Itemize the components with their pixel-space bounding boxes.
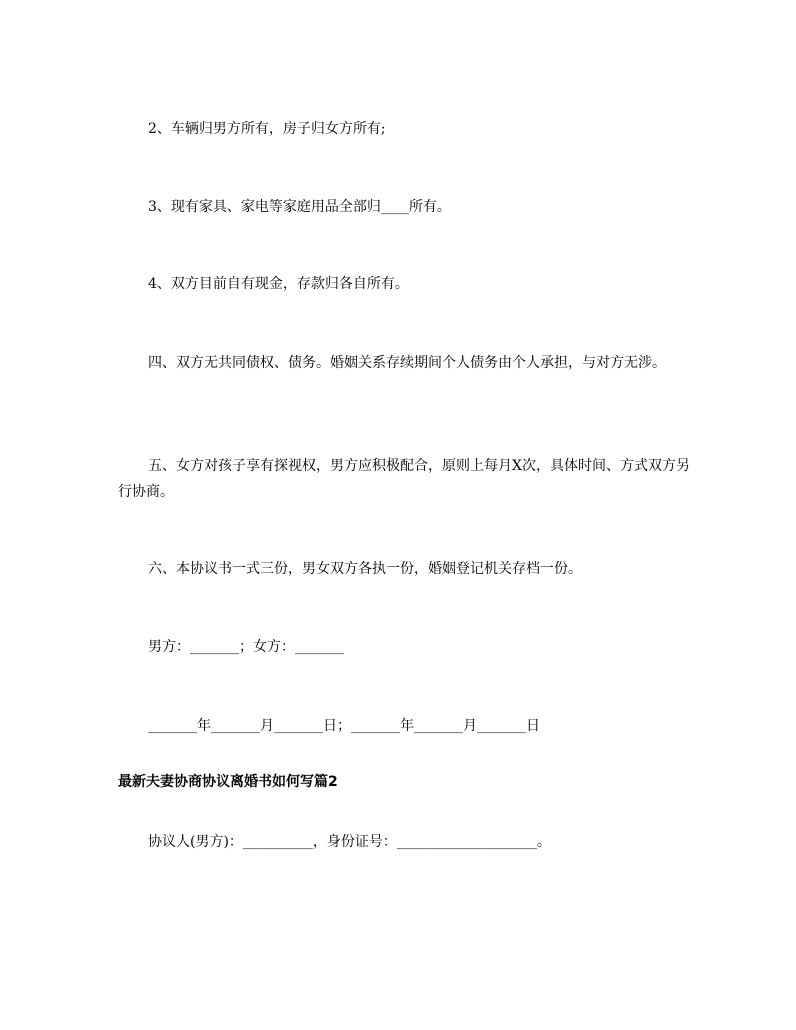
- paragraph-vehicle-house: 2、车辆归男方所有，房子归女方所有;: [148, 121, 386, 137]
- signature-line: 男方：_______；女方：_______: [148, 639, 344, 655]
- date-line: _______年_______月_______日；_______年_______月_______日: [148, 718, 540, 734]
- section-heading: 最新夫妻协商协议离婚书如何写篇2: [118, 774, 338, 790]
- paragraph-cash-savings: 4、双方目前自有现金，存款归各自所有。: [148, 276, 409, 292]
- paragraph-copies: 六、本协议书一式三份，男女双方各执一份，婚姻登记机关存档一份。: [148, 561, 582, 577]
- paragraph-debts: 四、双方无共同债权、债务。婚姻关系存续期间个人债务由个人承担，与对方无涉。: [148, 355, 666, 371]
- paragraph-furniture: 3、现有家具、家电等家庭用品全部归____所有。: [148, 199, 451, 215]
- paragraph-visitation: 五、女方对孩子享有探视权，男方应积极配合，原则上每月X次，具体时间、方式双方另行协商。: [118, 458, 690, 500]
- party-id-line: 协议人(男方)：__________，身份证号：____________________。: [148, 834, 551, 850]
